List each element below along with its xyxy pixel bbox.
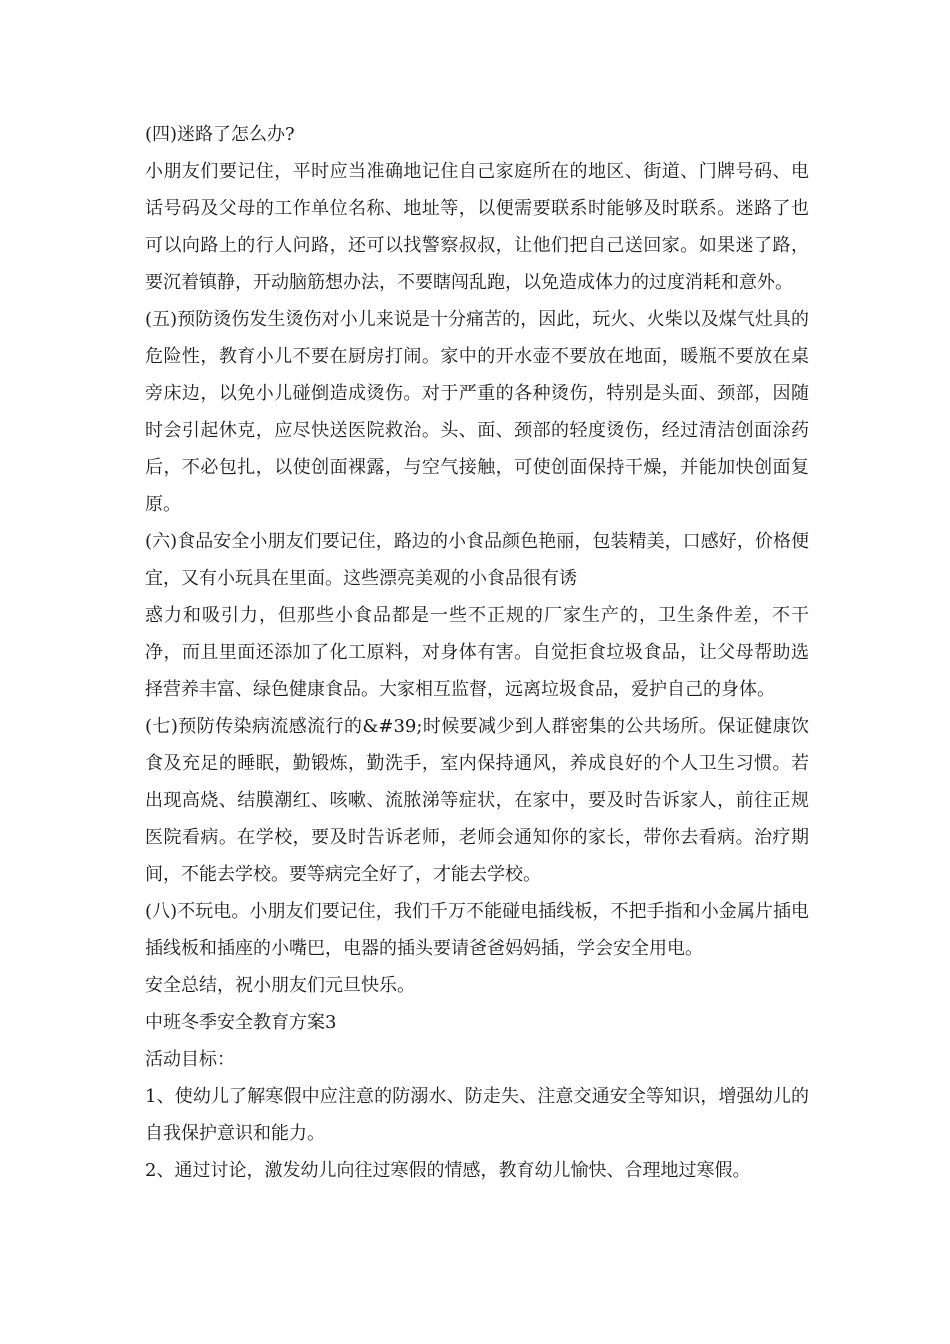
paragraph-lost-advice: 小朋友们要记住，平时应当准确地记住自己家庭所在的地区、街道、门牌号码、电话号码及父母的工作单位名称、地址等，以便需要联系时能够及时联系。迷路了也可以向路上的行人问路，还可以找警察叔叔，让他们把自己送回家。如果迷了路，要沉着镇静，开动脑筋想办法，不要瞎闯乱跑，以免造成体力的过度消耗和意外。	[145, 161, 809, 293]
section-title-plan-3: 中班冬季安全教育方案3	[145, 1012, 337, 1033]
paragraph-food-safety-part2: 惑力和吸引力，但那些小食品都是一些不正规的厂家生产的，卫生条件差，不干净，而且里面还添加了化工原料，对身体有害。自觉拒食垃圾食品，让父母帮助选择营养丰富、绿色健康食品。大家相互监督，远离垃圾食品，爱护自己的身体。	[145, 605, 809, 700]
paragraph-food-safety-part1: (六)食品安全小朋友们要记住，路边的小食品颜色艳丽，包装精美，口感好，价格便宜，又有小玩具在里面。这些漂亮美观的小食品很有诱	[145, 531, 809, 589]
goal-item-2: 2、通过讨论，激发幼儿向往过寒假的情感，教育幼儿愉快、合理地过寒假。	[145, 1160, 751, 1181]
activity-goals-heading: 活动目标：	[145, 1049, 235, 1070]
paragraph-disease-prevention: (七)预防传染病流感流行的&#39;时候要减少到人群密集的公共场所。保证健康饮食及充足的睡眠，勤锻炼，勤洗手，室内保持通风，养成良好的个人卫生习惯。若出现高烧、结膜潮红、咳嗽、流脓涕等症状，在家中，要及时告诉家人，前往正规医院看病。在学校，要及时告诉老师，老师会通知你的家长，带你去看病。治疗期间，不能去学校。要等病完全好了，才能去学校。	[145, 716, 809, 885]
goal-item-1: 1、使幼儿了解寒假中应注意的防溺水、防走失、注意交通安全等知识，增强幼儿的自我保护意识和能力。	[145, 1086, 809, 1144]
paragraph-safety-summary: 安全总结，祝小朋友们元旦快乐。	[145, 975, 415, 996]
document-body	[145, 116, 809, 1189]
section-heading-lost: (四)迷路了怎么办?	[145, 124, 295, 145]
paragraph-electrical-safety: (八)不玩电。小朋友们要记住，我们千万不能碰电插线板，不把手指和小金属片插电插线板和插座的小嘴巴，电器的插头要请爸爸妈妈插，学会安全用电。	[145, 901, 809, 959]
paragraph-burn-prevention: (五)预防烫伤发生烫伤对小儿来说是十分痛苦的，因此，玩火、火柴以及煤气灶具的危险性，教育小儿不要在厨房打闹。家中的开水壶不要放在地面，暖瓶不要放在桌旁床边，以免小儿碰倒造成烫伤。对于严重的各种烫伤，特别是头面、颈部，因随时会引起休克，应尽快送医院救治。头、面、颈部的轻度烫伤，经过清洁创面涂药后，不必包扎，以使创面裸露，与空气接触，可使创面保持干燥，并能加快创面复原。	[145, 309, 809, 515]
